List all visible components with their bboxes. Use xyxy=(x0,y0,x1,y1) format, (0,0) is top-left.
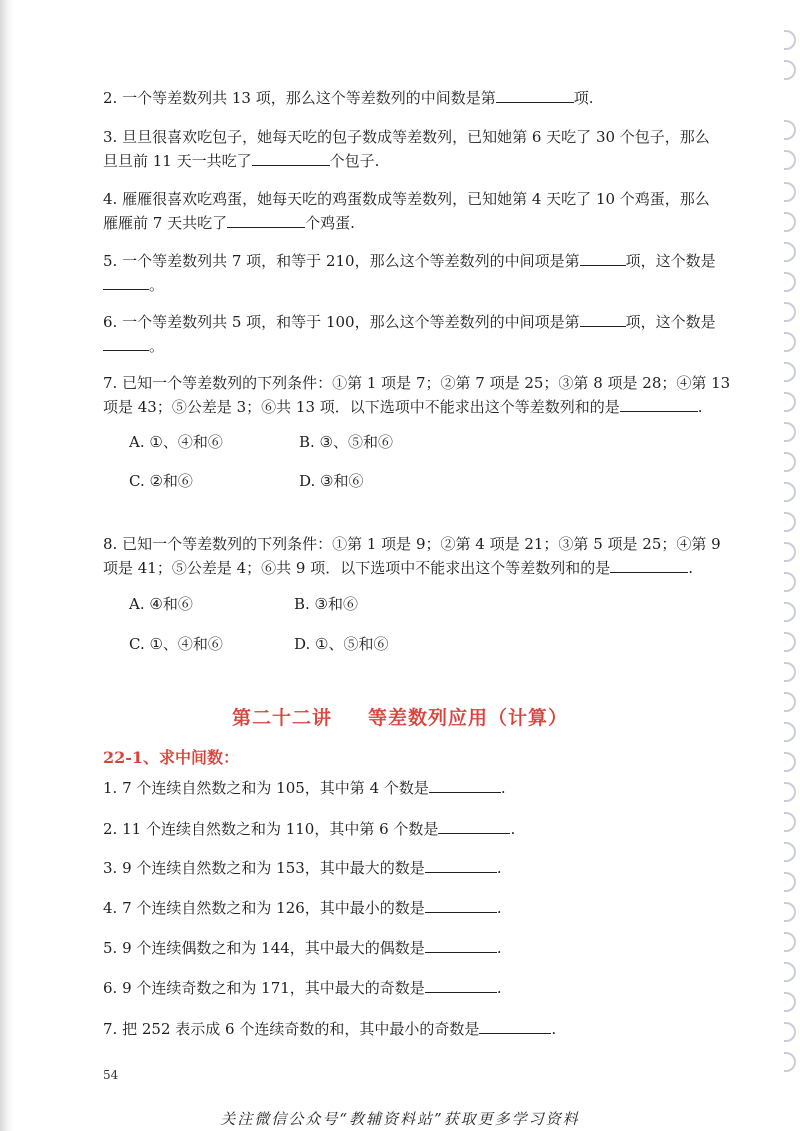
question-number: 4. xyxy=(103,190,118,208)
footer-watermark: 关注微信公众号“教辅资料站”获取更多学习资料 xyxy=(220,1110,580,1128)
question-text-end: 个包子. xyxy=(329,152,380,170)
option-b[interactable]: B. ③和⑥ xyxy=(294,595,359,613)
question-text: 旦旦前 11 天一共吃了 xyxy=(103,152,252,170)
option-d[interactable]: D. ①、⑤和⑥ xyxy=(294,635,389,653)
option-a[interactable]: A. ①、④和⑥ xyxy=(129,433,223,451)
question-3-top xyxy=(103,126,723,173)
option-b[interactable]: B. ③、⑤和⑥ xyxy=(299,433,394,451)
question-number: 3. xyxy=(103,859,118,877)
answer-blank[interactable] xyxy=(252,149,330,166)
section-heading: 22-1、求中间数： xyxy=(103,748,240,767)
question-text: 把 252 表示成 6 个连续奇数的和，其中最小的奇数是 xyxy=(122,1020,480,1038)
question-2-bottom xyxy=(103,817,723,841)
question-3-bottom xyxy=(103,856,723,880)
question-text-end: . xyxy=(688,559,694,577)
answer-blank[interactable] xyxy=(425,936,497,953)
question-text-end: . xyxy=(496,939,502,957)
answer-blank[interactable] xyxy=(103,273,149,290)
question-2-top xyxy=(103,86,723,110)
question-number: 6. xyxy=(103,313,118,331)
question-4-top xyxy=(103,188,723,235)
question-number: 4. xyxy=(103,899,118,917)
question-text: 11 个连续自然数之和为 110，其中第 6 个数是 xyxy=(122,820,439,838)
page-edge-shadow xyxy=(0,0,14,1131)
question-6-top xyxy=(103,310,723,358)
question-7-top xyxy=(103,372,731,419)
option-d[interactable]: D. ③和⑥ xyxy=(299,472,364,490)
answer-blank[interactable] xyxy=(620,395,698,412)
question-text-end: . xyxy=(551,1020,557,1038)
question-number: 5. xyxy=(103,252,118,270)
option-c[interactable]: C. ②和⑥ xyxy=(129,472,193,490)
question-7-bottom xyxy=(103,1017,723,1041)
question-text: 雁雁很喜欢吃鸡蛋，她每天吃的鸡蛋数成等差数列，已知她第 4 天吃了 10 个鸡蛋，那么 xyxy=(122,190,710,208)
question-text-end: . xyxy=(500,779,506,797)
question-text: 已知一个等差数列的下列条件：①第 1 项是 7；②第 7 项是 25；③第 8 项是 28；④第 13 xyxy=(122,374,731,392)
answer-blank[interactable] xyxy=(496,86,574,103)
question-number: 3. xyxy=(103,128,118,146)
answer-blank[interactable] xyxy=(580,249,626,266)
lecture-number: 第二十二讲 xyxy=(231,707,332,729)
question-4-bottom xyxy=(103,896,723,920)
question-text: 7 个连续自然数之和为 126，其中最小的数是 xyxy=(122,899,425,917)
option-c[interactable]: C. ①、④和⑥ xyxy=(129,635,223,653)
question-number: 8. xyxy=(103,535,118,553)
question-text: 9 个连续自然数之和为 153，其中最大的数是 xyxy=(122,859,425,877)
answer-blank[interactable] xyxy=(438,817,510,834)
question-text: 一个等差数列共 7 项，和等于 210，那么这个等差数列的中间项是第 xyxy=(122,252,580,270)
lecture-name: 等差数列应用（计算） xyxy=(368,707,569,729)
question-number: 2. xyxy=(103,820,118,838)
question-text: 项是 43；⑤公差是 3；⑥共 13 项．以下选项中不能求出这个等差数列和的是 xyxy=(103,398,620,416)
question-text-end: . xyxy=(496,899,502,917)
question-8-top xyxy=(103,533,723,580)
question-text: 9 个连续偶数之和为 144，其中最大的偶数是 xyxy=(122,939,425,957)
question-number: 2. xyxy=(103,89,118,107)
answer-blank[interactable] xyxy=(610,556,688,573)
question-text-end: . xyxy=(510,820,516,838)
question-text: 已知一个等差数列的下列条件：①第 1 项是 9；②第 4 项是 21；③第 5 项是 25；④第 9 xyxy=(122,535,721,553)
question-text-end: 。 xyxy=(149,337,165,355)
question-text-end: . xyxy=(697,398,703,416)
question-text: 项是 41；⑤公差是 4；⑥共 9 项．以下选项中不能求出这个等差数列和的是 xyxy=(103,559,611,577)
question-5-top xyxy=(103,249,723,297)
answer-blank[interactable] xyxy=(479,1017,551,1034)
question-text-end: 个鸡蛋. xyxy=(305,214,355,232)
question-5-bottom xyxy=(103,936,723,960)
question-text: 项，这个数是 xyxy=(625,252,716,270)
answer-blank[interactable] xyxy=(425,976,497,993)
answer-blank[interactable] xyxy=(429,776,501,793)
question-text: 项，这个数是 xyxy=(625,313,716,331)
question-6-bottom xyxy=(103,976,723,1000)
question-text: 旦旦很喜欢吃包子，她每天吃的包子数成等差数列，已知她第 6 天吃了 30 个包子，那么 xyxy=(122,128,710,146)
question-1-bottom xyxy=(103,776,723,800)
answer-blank[interactable] xyxy=(103,334,149,351)
question-text-end: . xyxy=(496,859,502,877)
page-number: 54 xyxy=(103,1068,119,1082)
question-text-end: . xyxy=(496,979,502,997)
lecture-title xyxy=(0,703,800,730)
question-number: 5. xyxy=(103,939,118,957)
question-number: 1. xyxy=(103,779,118,797)
answer-blank[interactable] xyxy=(580,310,626,327)
question-number: 7. xyxy=(103,1020,118,1038)
answer-blank[interactable] xyxy=(425,856,497,873)
question-number: 7. xyxy=(103,374,118,392)
question-text: 9 个连续奇数之和为 171，其中最大的奇数是 xyxy=(122,979,425,997)
answer-blank[interactable] xyxy=(227,211,305,228)
question-text: 7 个连续自然数之和为 105，其中第 4 个数是 xyxy=(122,779,429,797)
question-text: 一个等差数列共 5 项，和等于 100，那么这个等差数列的中间项是第 xyxy=(122,313,580,331)
question-text: 雁雁前 7 天共吃了 xyxy=(103,214,228,232)
question-text-end: 。 xyxy=(149,276,165,294)
question-number: 6. xyxy=(103,979,118,997)
question-text: 一个等差数列共 13 项，那么这个等差数列的中间数是第 xyxy=(122,89,496,107)
answer-blank[interactable] xyxy=(425,896,497,913)
question-text-end: 项. xyxy=(573,89,594,107)
option-a[interactable]: A. ④和⑥ xyxy=(129,595,193,613)
spiral-binding xyxy=(772,0,800,1131)
